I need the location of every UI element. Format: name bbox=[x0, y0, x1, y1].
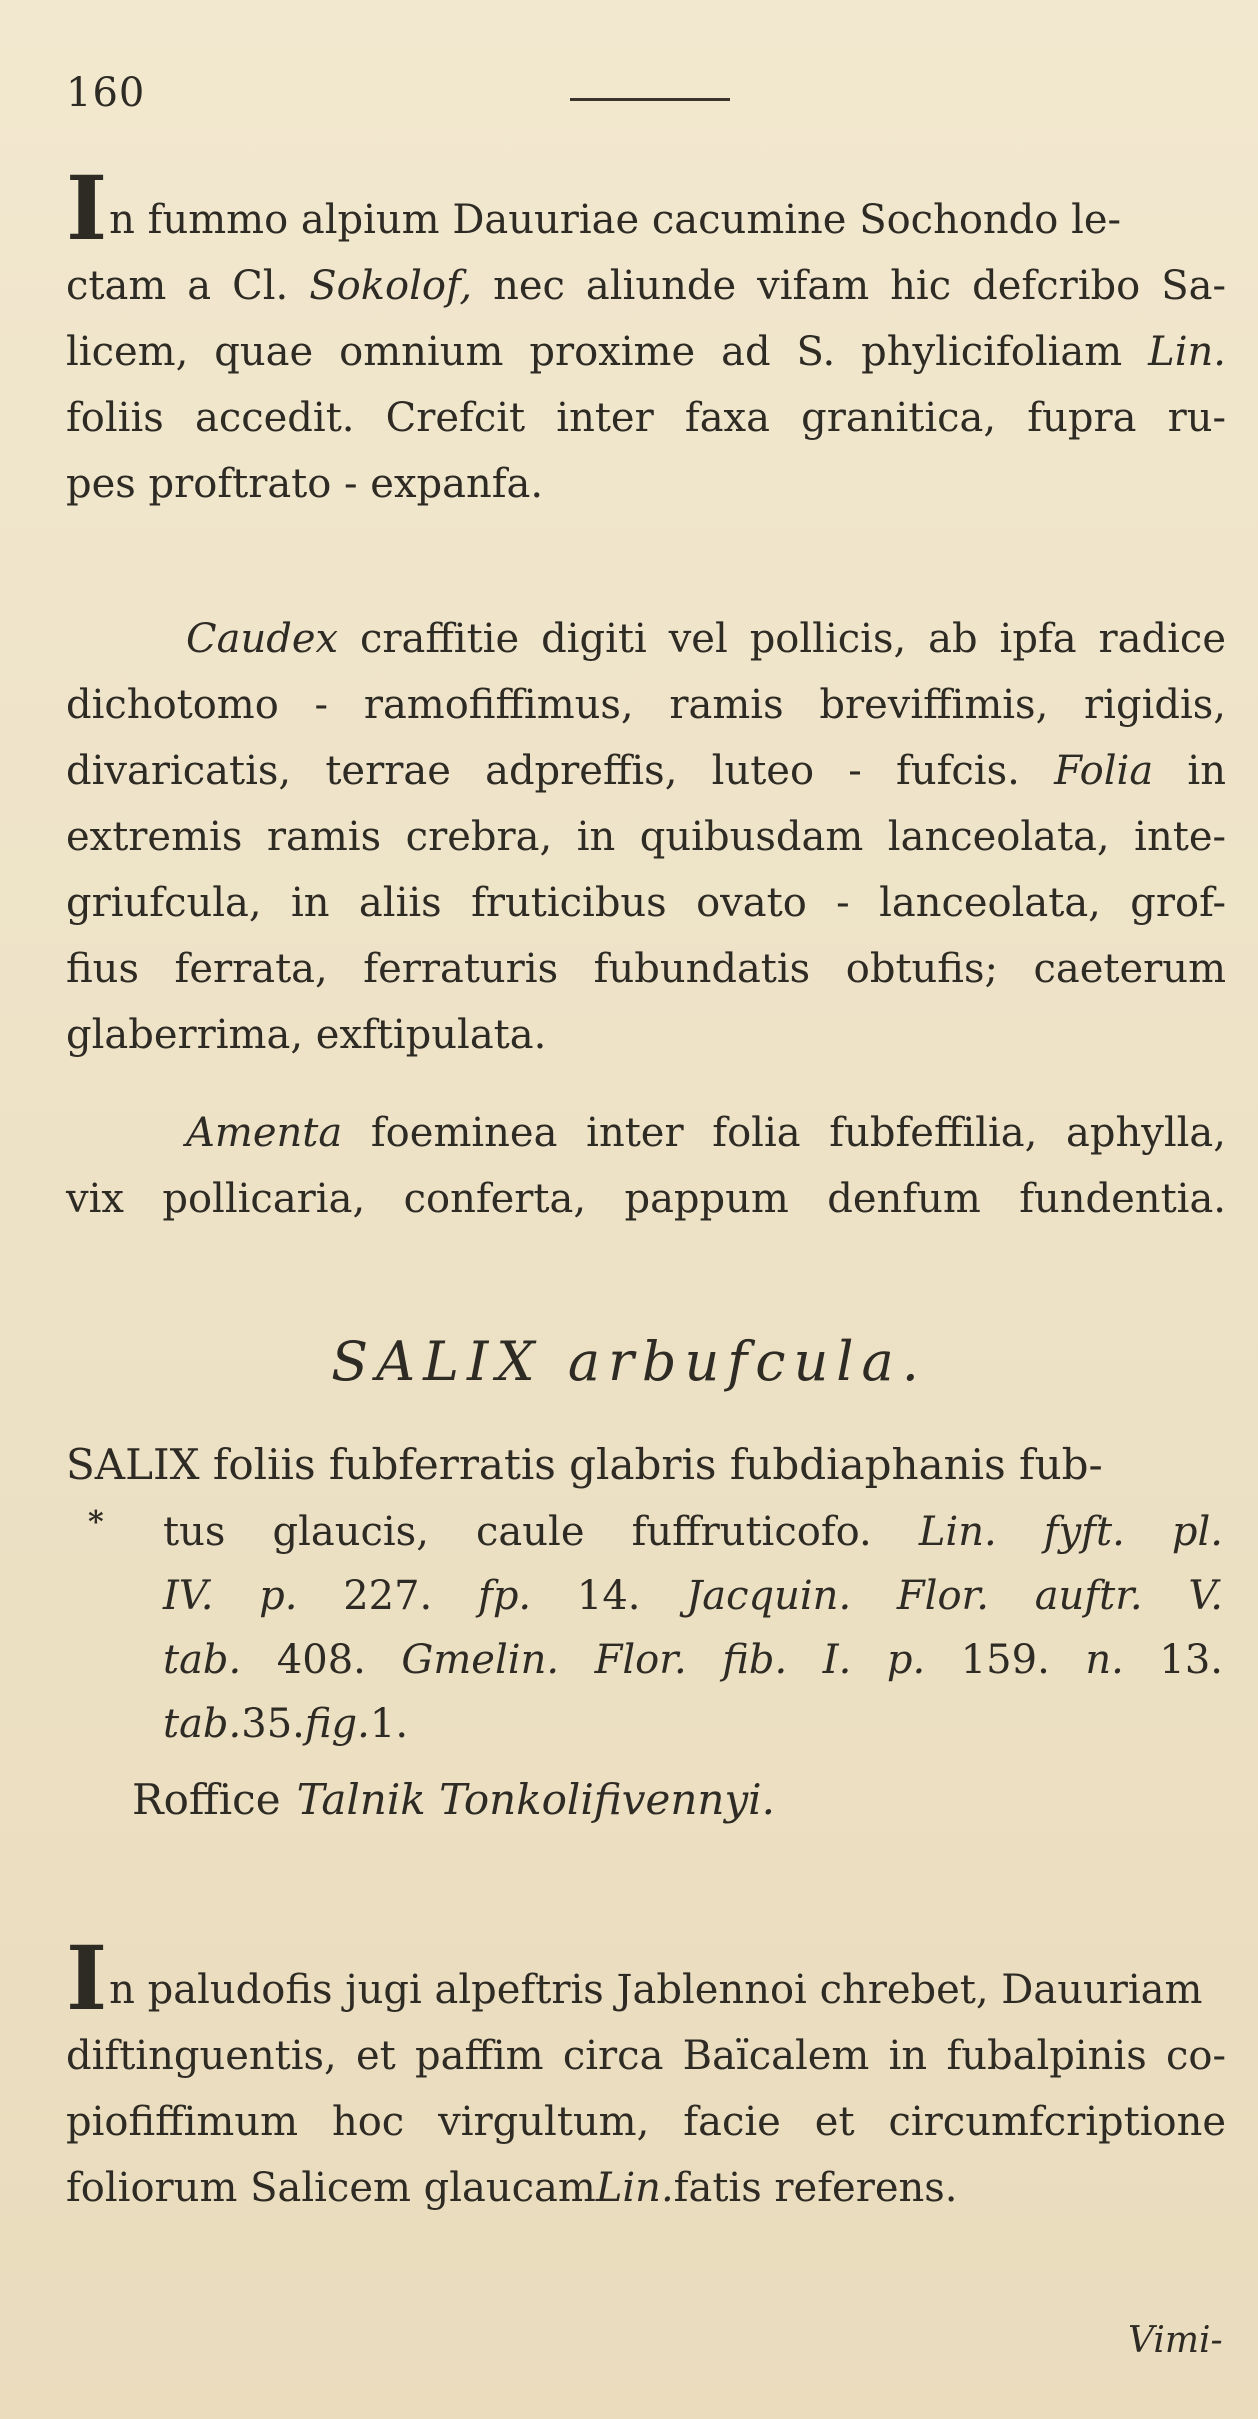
roman-text: vix pollicaria, conferta, pappum denfum fundentia. bbox=[66, 1176, 1226, 1222]
italic-text: IV. p. bbox=[163, 1573, 298, 1619]
roman-text: licem, quae omnium proxime ad S. phylicifoliam bbox=[66, 329, 1149, 375]
text-line bbox=[66, 738, 1226, 804]
italic-text: Lin. bbox=[595, 2165, 674, 2211]
text-line bbox=[66, 451, 1226, 517]
roman-text: ctam a Cl. bbox=[66, 263, 310, 309]
text-line bbox=[163, 1628, 1223, 1692]
roman-text: in bbox=[1153, 748, 1226, 794]
roman-text: pes proftrato - expanfa. bbox=[66, 461, 544, 507]
roman-text: craffitie digiti vel pollicis, ab ipfa radice bbox=[338, 616, 1226, 662]
roman-text: 227. bbox=[297, 1573, 479, 1619]
text-line bbox=[66, 2023, 1226, 2089]
roman-text: nec aliunde vifam hic defcribo Sa- bbox=[472, 263, 1226, 309]
text-line bbox=[66, 936, 1226, 1002]
paragraph-4 bbox=[66, 1926, 1226, 2221]
italic-text: fig. bbox=[304, 1701, 370, 1747]
roman-text: griufcula, in aliis fruticibus ovato - lanceolata, grof- bbox=[66, 880, 1226, 926]
roman-text: 159. bbox=[925, 1637, 1086, 1683]
page-number: 160 bbox=[66, 70, 146, 116]
species-heading: SALIX arbufcula. bbox=[331, 1330, 927, 1393]
text-line bbox=[66, 804, 1226, 870]
synonymy-block bbox=[163, 1500, 1223, 1756]
roman-text: divaricatis, terrae adpreffis, luteo - fufcis. bbox=[66, 748, 1055, 794]
header-rule bbox=[570, 98, 730, 101]
italic-text: tab. bbox=[163, 1701, 242, 1747]
asterisk-marker: * bbox=[88, 1505, 104, 1540]
paragraph-3 bbox=[66, 1100, 1226, 1232]
text-line bbox=[66, 2155, 1226, 2221]
roman-text: dichotomo - ramofiffimus, ramis breviffimis, rigidis, bbox=[66, 682, 1226, 728]
text-line bbox=[66, 606, 1226, 672]
roman-text: extremis ramis crebra, in quibusdam lanceolata, inte- bbox=[66, 814, 1226, 860]
text-line bbox=[66, 1100, 1226, 1166]
roman-text: fatis referens. bbox=[673, 2165, 958, 2211]
roman-text: foliis accedit. Crefcit inter faxa granitica, fupra ru- bbox=[66, 395, 1226, 441]
line-text bbox=[109, 1967, 1202, 2013]
roman-text: 1. bbox=[369, 1701, 409, 1747]
russian-label: Roffice bbox=[132, 1775, 281, 1824]
text-line bbox=[66, 319, 1226, 385]
roman-text: foliorum Salicem glaucam bbox=[66, 2165, 596, 2211]
italic-text: Jacquin. Flor. auftr. V. bbox=[686, 1573, 1223, 1619]
roman-text: tus glaucis, caule fuffruticofo. bbox=[163, 1509, 919, 1555]
text-line bbox=[66, 1166, 1226, 1232]
roman-text: 408. bbox=[241, 1637, 402, 1683]
italic-text: Sokolof, bbox=[309, 263, 473, 309]
text-line bbox=[66, 385, 1226, 451]
drop-cap: I bbox=[66, 1926, 108, 2030]
paragraph-1 bbox=[66, 156, 1226, 517]
roman-text: piofiffimum hoc virgultum, facie et circumfcriptione bbox=[66, 2099, 1226, 2145]
text-line bbox=[66, 253, 1226, 319]
italic-text: Gmelin. Flor. fib. I. p. bbox=[401, 1637, 926, 1683]
text-line bbox=[66, 156, 1226, 260]
italic-text: Caudex bbox=[186, 616, 339, 662]
russian-name-italic: Talnik Tonkolifivennyi. bbox=[296, 1775, 775, 1824]
text-line bbox=[66, 1926, 1226, 2030]
text-line bbox=[163, 1564, 1223, 1628]
italic-text: Amenta bbox=[186, 1110, 343, 1156]
italic-text: fp. bbox=[478, 1573, 532, 1619]
text-line bbox=[66, 2089, 1226, 2155]
italic-text: Lin. bbox=[1148, 329, 1226, 375]
roman-text: foeminea inter folia fubfeffilia, aphylla, bbox=[342, 1110, 1226, 1156]
russian-name bbox=[132, 1775, 775, 1824]
text-line bbox=[66, 1002, 1226, 1068]
roman-text: 35. bbox=[241, 1701, 305, 1747]
roman-text: diftinguentis, et paffim circa Baïcalem in fubalpinis co- bbox=[66, 2033, 1226, 2079]
line-text bbox=[109, 197, 1121, 243]
synonymy-first-line: SALIX foliis fubferratis glabris fubdiaphanis fub- bbox=[66, 1440, 1103, 1489]
text-line bbox=[163, 1500, 1223, 1564]
italic-text: n. bbox=[1085, 1637, 1124, 1683]
roman-text: n paludofis jugi alpeftris Jablennoi chrebet, Dauuriam bbox=[109, 1967, 1203, 2013]
text-line bbox=[66, 870, 1226, 936]
drop-cap: I bbox=[66, 156, 108, 260]
text-line bbox=[163, 1692, 1223, 1756]
roman-text: 13. bbox=[1123, 1637, 1223, 1683]
italic-text: tab. bbox=[163, 1637, 242, 1683]
roman-text: 14. bbox=[531, 1573, 687, 1619]
italic-text: Lin. fyft. pl. bbox=[918, 1509, 1224, 1555]
roman-text: fius ferrata, ferraturis fubundatis obtufis; caeterum bbox=[66, 946, 1226, 992]
paragraph-2 bbox=[66, 606, 1226, 1068]
roman-text: glaberrima, exftipulata. bbox=[66, 1012, 547, 1058]
italic-text: Folia bbox=[1054, 748, 1154, 794]
text-line bbox=[66, 672, 1226, 738]
catchword: Vimi- bbox=[1128, 2320, 1223, 2361]
roman-text: n fummo alpium Dauuriae cacumine Sochondo le- bbox=[109, 197, 1122, 243]
